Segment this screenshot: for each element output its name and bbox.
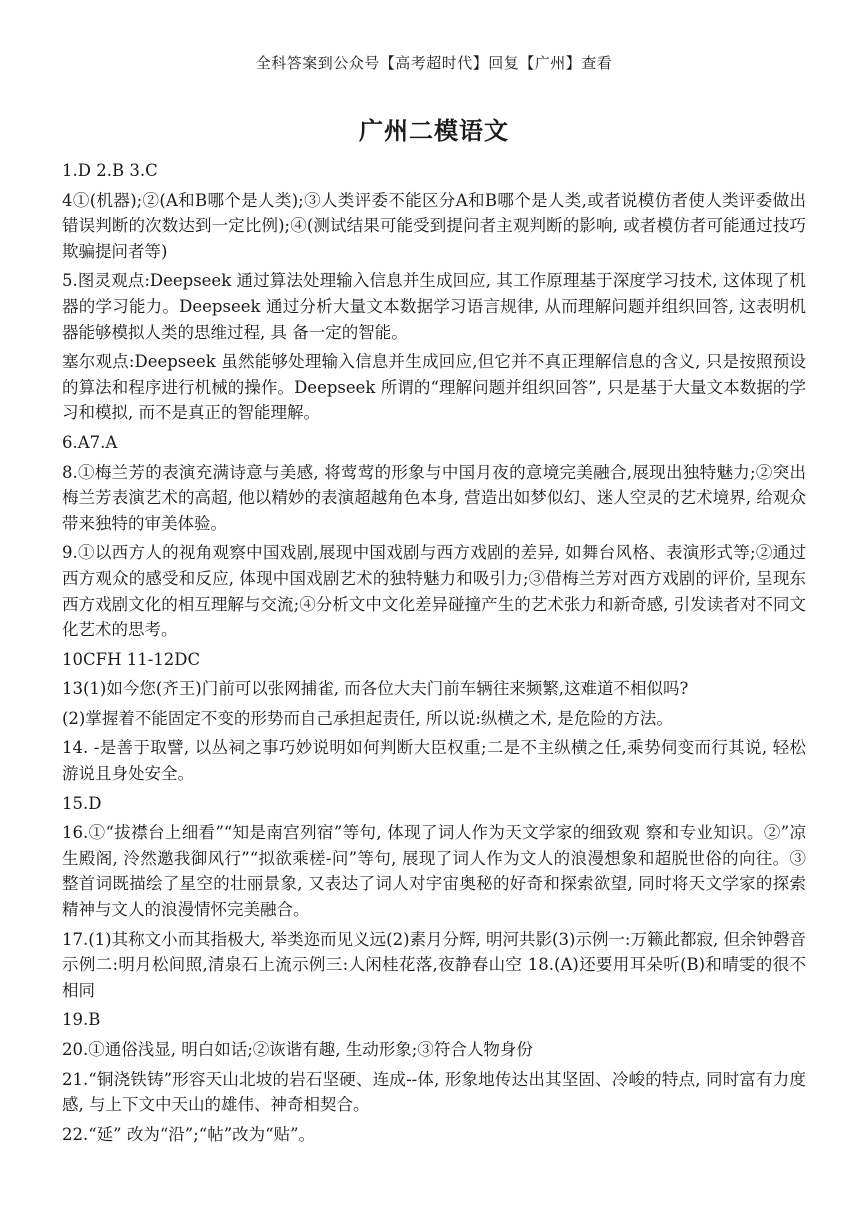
answer-line-8: 8.①梅兰芳的表演充满诗意与美感, 将莺莺的形象与中国月夜的意境完美融合,展现出独特魅力;②突出梅兰芳表演艺术的高超, 他以精妙的表演超越角色本身, 营造出如梦似幻、迷人空灵的艺术境界, 给观众带来独特的审美体验。: [62, 462, 806, 533]
answer-line-20: 20.①通俗浅显, 明白如话;②诙谐有趣, 生动形象;③符合人物身份: [62, 1040, 533, 1059]
answer-line-10-12: 10CFH 11-12DC: [62, 649, 201, 669]
answer-line-21: 21.“铜浇铁铸”形容天山北坡的岩石坚硬、连成--体, 形象地传达出其坚固、冷峻的特点, 同时富有力度感, 与上下文中天山的雄伟、神奇相契合。: [62, 1069, 806, 1115]
answer-line-19: 19.B: [62, 1010, 101, 1030]
answer-line-5-turing: 5.图灵观点:Deepseek 通过算法处理输入信息并生成回应, 其工作原理基于深度学习技术, 这体现了机器的学习能力。Deepseek 通过分析大量文本数据学习语言规律, 从而理解问题并组织回答, 这表明机器能够模拟人类的思维过程, 具 备一定的智能。: [62, 271, 806, 342]
answer-line-1-3: 1.D 2.B 3.C: [62, 161, 158, 180]
answer-line-16: 16.①“拔襟台上细看”“知是南宫列宿”等句, 体现了词人作为天文学家的细致观 察和专业知识。②”凉生殿阁, 泠然邀我御风行”“拟欲乘槎-问”等句, 展现了词人作为文人的浪漫想象和超脱世俗的向往。③整首词既描绘了星空的壮丽景象, 又表达了词人对宇宙奥秘的好奇和探索欲望, 同时将天文学家的探索精神与文人的浪漫情怀完美融合。: [62, 823, 806, 920]
answer-line-13-2: (2)掌握着不能固定不变的形势而自己承担起责任, 所以说:纵横之术, 是危险的方法。: [62, 708, 673, 728]
answer-line-15: 15.D: [62, 793, 102, 813]
answer-line-13-1: 13(1)如今您(齐王)门前可以张网捕雀, 而各位大夫门前车辆往来频繁,这难道不相似吗?: [62, 679, 689, 699]
answer-line-22: 22.“延” 改为“沿”;“帖”改为“贴”。: [62, 1124, 316, 1144]
answer-line-6-7: 6.A7.A: [62, 432, 118, 452]
answer-line-4: 4①(机器);②(A和B哪个是人类);③人类评委不能区分A和B哪个是人类,或者说模仿者使人类评委做出错误判断的次数达到一定比例);④(测试结果可能受到提问者主观判断的影响, 或者模仿者可能通过技巧欺骗提问者等): [62, 190, 806, 261]
page-title: 广州二模语文: [359, 117, 509, 145]
answer-line-17-18: 17.(1)其称文小而其指极大, 举类迩而见义远(2)素月分辉, 明河共影(3)示例一:万籁此都寂, 但余钟磬音示例二:明月松间照,清泉石上流示例三:人闲桂花落,夜静春山空 18.(A)还要用耳朵听(B)和晴雯的很不相同: [62, 929, 806, 1000]
header-banner: 全科答案到公众号【高考超时代】回复【广州】查看: [255, 54, 613, 72]
answer-line-14: 14. -是善于取譬, 以丛祠之事巧妙说明如何判断大臣权重;二是不主纵横之任,乘势伺变而行其说, 轻松游说且身处安全。: [62, 738, 806, 784]
answer-body: [62, 158, 806, 1147]
answer-line-9: 9.①以西方人的视角观察中国戏剧,展现中国戏剧与西方戏剧的差异, 如舞台风格、表演形式等;②通过西方观众的感受和反应, 体现中国戏剧艺术的独特魅力和吸引力;③借梅兰芳对西方戏剧的评价, 呈现东西方戏剧文化的相互理解与交流;④分析文中文化差异碰撞产生的艺术张力和新奇感, 引发读者对不同文化艺术的思考。: [62, 543, 806, 640]
answer-line-5-searle: 塞尔观点:Deepseek 虽然能够处理输入信息并生成回应,但它并不真正理解信息的含义, 只是按照预设的算法和程序进行机械的操作。Deepseek 所谓的“理解问题并组织回答”, 只是基于大量文本数据的学习和模拟, 而不是真正的智能理解。: [62, 352, 806, 423]
